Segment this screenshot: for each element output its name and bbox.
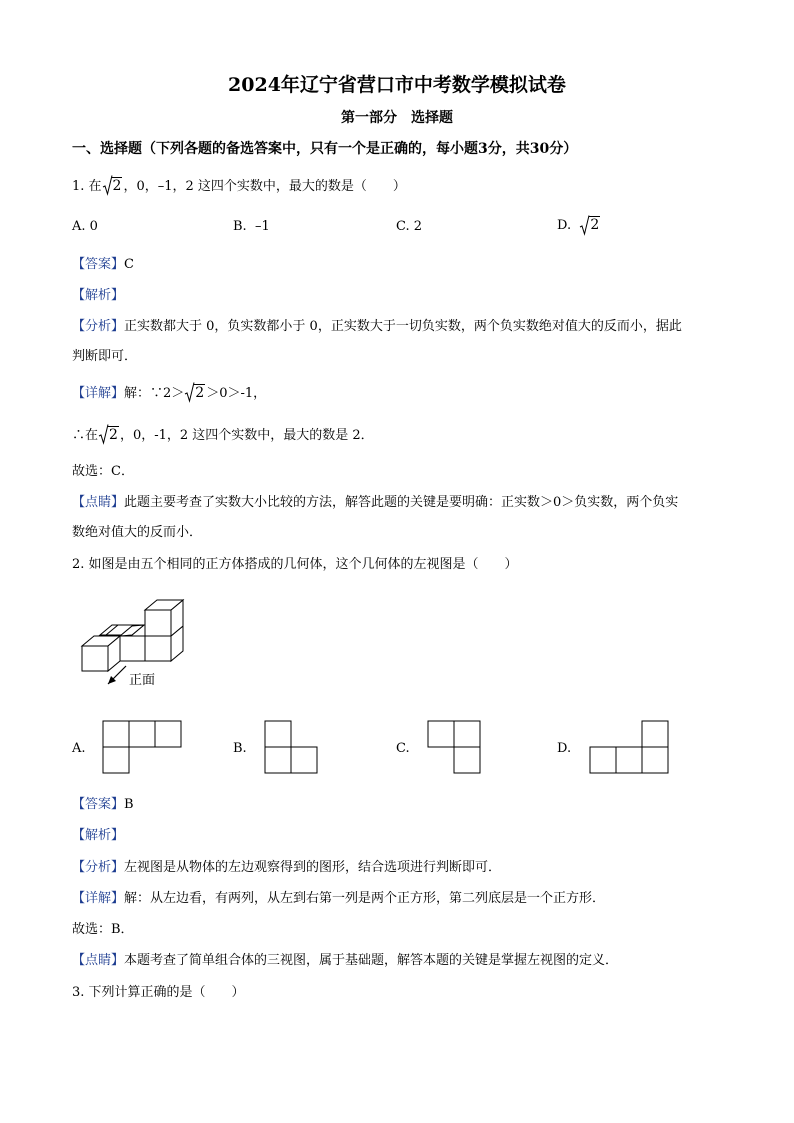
q2-option-d: D.	[557, 741, 572, 756]
q2-stem: 2. 如图是由五个相同的正方体搭成的几何体，这个几何体的左视图是（ ）	[72, 557, 518, 572]
q2-choose: 故选：B．	[72, 922, 134, 937]
q2-detail: 【详解】解：从左边看，有两列，从左到右第一列是两个正方形，第二列底层是一个正方形．	[72, 891, 606, 906]
q1-option-a: A. 0	[72, 219, 98, 234]
page-title: 2024年辽宁省营口市中考数学模拟试卷	[228, 74, 566, 96]
q1-detail: 【详解】解：∵2＞ 2 ＞0＞-1，	[72, 384, 266, 403]
q2-option-a: A.	[72, 741, 86, 756]
q2-option-b: B.	[233, 741, 247, 756]
part-subtitle: 第一部分 选择题	[341, 110, 453, 126]
q1-option-b: B. –1	[233, 219, 270, 234]
q1-answer: 【答案】C	[72, 257, 134, 272]
q2-option-c: C.	[396, 741, 410, 756]
q1-analysis-line-2: 判断即可．	[72, 349, 138, 364]
q1-stem: 1. 在 2 ，0，–1，2 这四个实数中，最大的数是（ ）	[72, 177, 406, 196]
q1-option-c: C. 2	[396, 219, 423, 234]
q1-comment-line-1: 【点睛】此题主要考查了实数大小比较的方法，解答此题的关键是要明确：正实数＞0＞负实数，两个负实	[72, 495, 679, 510]
q1-option-d: D. 2	[557, 217, 600, 233]
q1-therefore: ∴在 2 ，0，-1，2 这四个实数中，最大的数是 2．	[72, 426, 374, 445]
q2-answer: 【答案】B	[72, 797, 134, 812]
sqrt-symbol: 2	[99, 426, 119, 445]
q3-stem: 3. 下列计算正确的是（ ）	[72, 985, 245, 1000]
q1-analysis-tag: 【解析】	[72, 288, 125, 303]
q2-comment: 【点睛】本题考查了简单组合体的三视图，属于基础题，解答本题的关键是掌握左视图的定义．	[72, 953, 619, 968]
sqrt-symbol: 2	[580, 217, 600, 233]
sqrt-symbol: 2	[103, 177, 123, 196]
q2-analysis-tag: 【解析】	[72, 828, 125, 843]
section-heading: 一、选择题（下列各题的备选答案中，只有一个是正确的，每小题3分，共30分）	[72, 141, 578, 157]
q1-comment-line-2: 数绝对值大的反而小．	[72, 525, 203, 540]
q1-analysis-line-1: 【分析】正实数都大于 0，负实数都小于 0，正实数大于一切负实数，两个负实数绝对值大的反而小，据此	[72, 319, 682, 334]
front-view-label: 正面	[129, 673, 156, 688]
q2-analysis: 【分析】左视图是从物体的左边观察得到的图形，结合选项进行判断即可．	[72, 860, 502, 875]
sqrt-symbol: 2	[185, 384, 205, 403]
q1-choose: 故选：C．	[72, 464, 134, 479]
